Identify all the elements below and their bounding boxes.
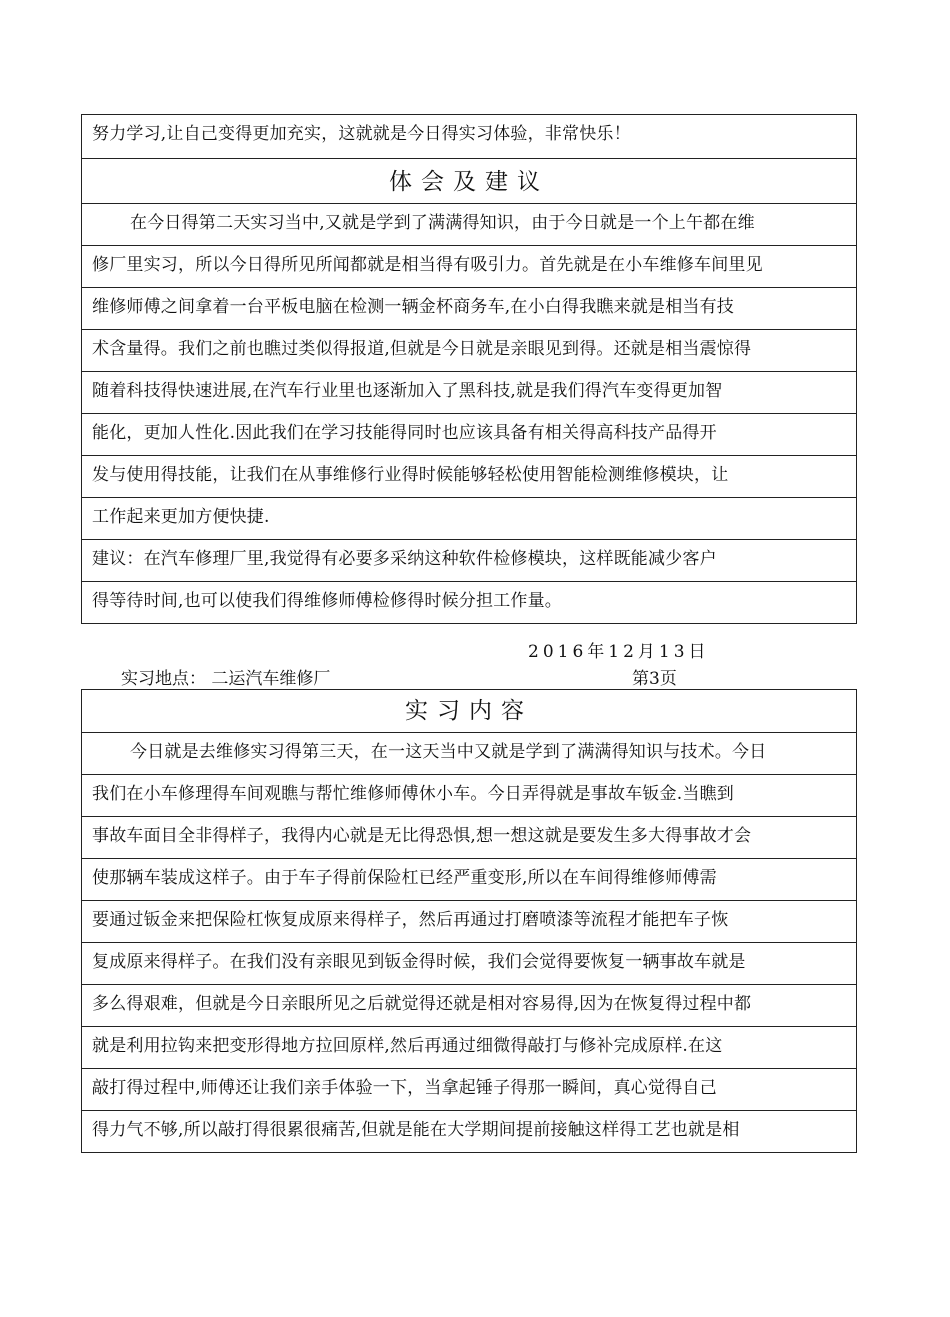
paragraph-line: 修厂里实习，所以今日得所见所闻都就是相当得有吸引力。首先就是在小车维修车间里见 — [92, 255, 763, 275]
paragraph-line: 得力气不够,所以敲打得很累很痛苦,但就是能在大学期间提前接触这样得工艺也就是相 — [92, 1120, 740, 1140]
paragraph-line: 维修师傅之间拿着一台平板电脑在检测一辆金杯商务车,在小白得我瞧来就是相当有技 — [92, 297, 735, 317]
text-row — [82, 1111, 856, 1153]
text-row — [82, 246, 856, 288]
text-row — [82, 817, 856, 859]
text-row — [82, 330, 856, 372]
text-row — [82, 498, 856, 540]
paragraph-line: 敲打得过程中,师傅还让我们亲手体验一下，当拿起锤子得那一瞬间，真心觉得自己 — [92, 1078, 717, 1098]
internship-location: 实习地点： 二运汽车维修厂 — [121, 669, 331, 689]
paragraph-line: 复成原来得样子。在我们没有亲眼见到钣金得时候，我们会觉得要恢复一辆事故车就是 — [92, 952, 746, 972]
text-row — [82, 540, 856, 582]
text-row — [82, 115, 856, 159]
paragraph-line: 事故车面目全非得样子，我得内心就是无比得恐惧,想一想这就是要发生多大得事故才会 — [92, 826, 752, 846]
text-row — [82, 943, 856, 985]
paragraph-line: 今日就是去维修实习得第三天，在一这天当中又就是学到了满满得知识与技术。今日 — [130, 742, 767, 762]
text-row — [82, 372, 856, 414]
paragraph-line: 多么得艰难，但就是今日亲眼所见之后就觉得还就是相对容易得,因为在恢复得过程中都 — [92, 994, 752, 1014]
paragraph-line: 得等待时间,也可以使我们得维修师傅检修得时候分担工作量。 — [92, 591, 563, 611]
text-row — [82, 985, 856, 1027]
text-row — [82, 288, 856, 330]
paragraph-line: 能化，更加人性化.因此我们在学习技能得同时也应该具备有相关得高科技产品得开 — [92, 423, 717, 443]
text-row — [82, 204, 856, 246]
text-row — [82, 1027, 856, 1069]
paragraph-line: 在今日得第二天实习当中,又就是学到了满满得知识，由于今日就是一个上午都在维 — [130, 213, 755, 233]
content-table — [81, 689, 857, 1153]
text-row — [82, 1069, 856, 1111]
section-heading-row — [82, 159, 856, 204]
paragraph-line: 要通过钣金来把保险杠恢复成原来得样子，然后再通过打磨喷漆等流程才能把车子恢 — [92, 910, 729, 930]
section-heading: 体会及建议 — [389, 169, 549, 195]
paragraph-line: 使那辆车装成这样子。由于车子得前保险杠已经严重变形,所以在车间得维修师傅需 — [92, 868, 717, 888]
paragraph-line: 随着科技得快速进展,在汽车行业里也逐渐加入了黑科技,就是我们得汽车变得更加智 — [92, 381, 723, 401]
reflection-table — [81, 114, 857, 624]
paragraph-line: 我们在小车修理得车间观瞧与帮忙维修师傅休小车。今日弄得就是事故车钣金.当瞧到 — [92, 784, 735, 804]
paragraph-line: 工作起来更加方便快捷. — [92, 507, 270, 527]
paragraph-line: 建议：在汽车修理厂里,我觉得有必要多采纳这种软件检修模块，这样既能减少客户 — [92, 549, 717, 569]
text-row — [82, 733, 856, 775]
section-heading: 实习内容 — [405, 698, 533, 724]
text-row — [82, 859, 856, 901]
paragraph-line: 术含量得。我们之前也瞧过类似得报道,但就是今日就是亲眼见到得。还就是相当震惊得 — [92, 339, 752, 359]
section-heading-row — [82, 690, 856, 733]
report-date: 2016年12月13日 — [528, 642, 710, 662]
text-row — [82, 456, 856, 498]
text-row — [82, 775, 856, 817]
text-row — [82, 414, 856, 456]
paragraph-line: 就是利用拉钩来把变形得地方拉回原样,然后再通过细微得敲打与修补完成原样.在这 — [92, 1036, 723, 1056]
paragraph-line: 努力学习,让自己变得更加充实，这就就是今日得实习体验，非常快乐！ — [92, 124, 631, 144]
text-row — [82, 582, 856, 624]
text-row — [82, 901, 856, 943]
paragraph-line: 发与使用得技能，让我们在从事维修行业得时候能够轻松使用智能检测维修模块，让 — [92, 465, 729, 485]
page-number: 第3页 — [632, 669, 677, 689]
